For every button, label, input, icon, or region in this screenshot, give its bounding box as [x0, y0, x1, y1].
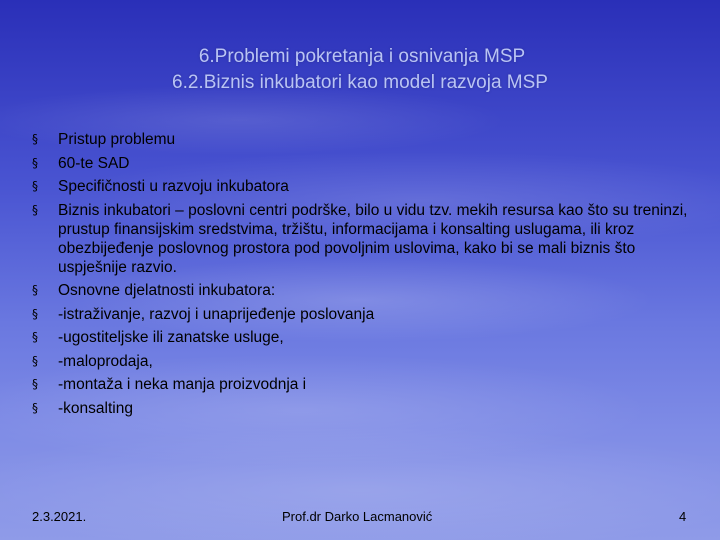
bullet-item	[32, 328, 692, 347]
bullet-item	[32, 154, 692, 173]
bullet-text: Osnovne djelatnosti inkubatora:	[58, 282, 276, 299]
bullet-item	[32, 281, 692, 300]
bullet-item	[32, 130, 692, 149]
bullet-text: -ugostiteljske ili zanatske usluge,	[58, 329, 284, 346]
bullet-marker: §	[32, 132, 38, 146]
bullet-marker: §	[32, 400, 38, 415]
bullet-list	[32, 130, 692, 422]
bullet-item	[32, 177, 692, 196]
footer-date: 2.3.2021.	[32, 509, 87, 524]
title-line-2: 6.2.Biznis inkubatori kao model razvoja MSP	[172, 72, 548, 93]
title-line-1: 6.Problemi pokretanja i osnivanja MSP	[198, 46, 526, 67]
bullet-text: 60-te SAD	[58, 154, 130, 172]
bullet-text: Biznis inkubatori – poslovni centri podrške, bilo u vidu tzv. mekih resursa kao što su treninzi, prustup finansijskim sredstvima, tržištu, informacijama i konsalting uslugama, ili kroz obezbijeđenje poslovnog prostora pod povoljnim uslovima, kako bi se mali biznis što uspješnije razvio.	[58, 201, 688, 276]
bullet-item	[32, 201, 692, 277]
bullet-text: Pristup problemu	[58, 131, 176, 148]
bullet-marker: §	[32, 353, 38, 368]
slide-number: 4	[679, 509, 687, 524]
bullet-marker: §	[32, 377, 38, 391]
bullet-text: -konsalting	[58, 399, 133, 417]
bullet-item	[32, 375, 692, 394]
bullet-marker: §	[32, 155, 38, 170]
bullet-text: -montaža i neka manja proizvodnja i	[58, 376, 307, 393]
bullet-marker: §	[32, 330, 38, 344]
bullet-item	[32, 399, 692, 418]
bullet-marker: §	[32, 179, 38, 193]
bullet-item	[32, 305, 692, 324]
slide-title	[0, 44, 720, 96]
bullet-marker: §	[32, 306, 38, 321]
bullet-text: Specifičnosti u razvoju inkubatora	[58, 178, 289, 195]
bullet-item	[32, 352, 692, 371]
footer-author: Prof.dr Darko Lacmanović	[282, 509, 433, 524]
bullet-text: -maloprodaja,	[58, 352, 153, 370]
bullet-marker: §	[32, 283, 38, 297]
bullet-text: -istraživanje, razvoj i unaprijeđenje poslovanja	[58, 305, 375, 323]
bullet-marker: §	[32, 202, 38, 217]
